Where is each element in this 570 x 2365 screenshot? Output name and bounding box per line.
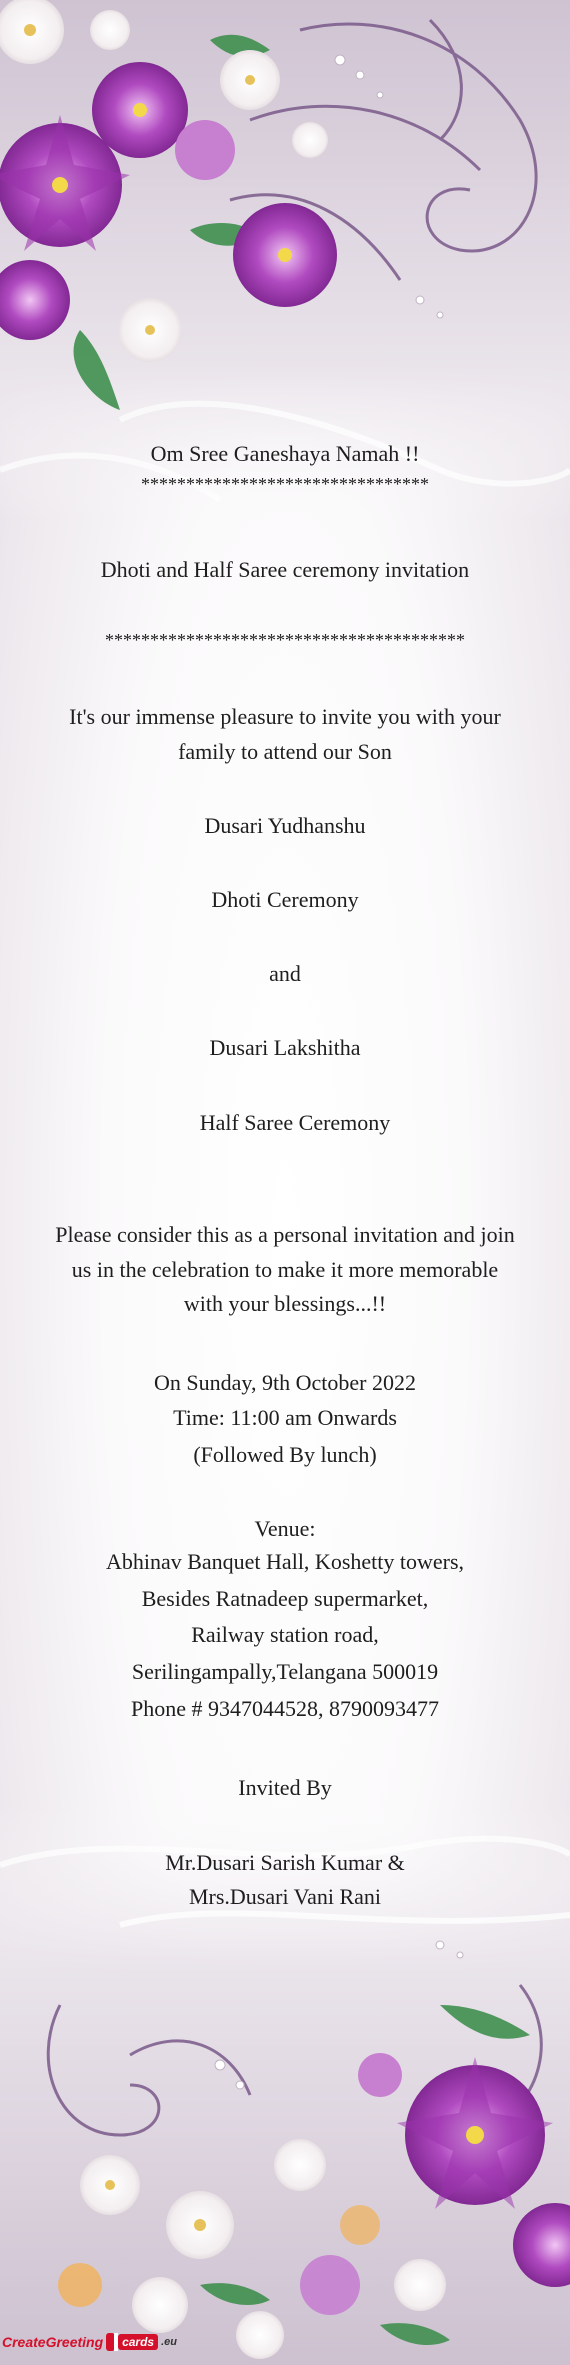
host-name: Mr.Dusari Sarish Kumar & [165, 1850, 405, 1875]
pleasure-line: family to attend our Son [178, 739, 392, 764]
star-divider: **************************************** [105, 630, 465, 650]
event-date: On Sunday, 9th October 2022 [154, 1370, 416, 1395]
phone-number: Phone # 9347044528, 8790093477 [131, 1696, 439, 1721]
host-name: Mrs.Dusari Vani Rani [188, 1884, 382, 1909]
watermark-tld: .eu [161, 2336, 177, 2348]
daughter-ceremony: Half Saree Ceremony [199, 1110, 391, 1135]
son-name: Dusari Yudhanshu [204, 813, 366, 838]
venue-line: Besides Ratnadeep supermarket, [141, 1586, 429, 1611]
star-divider: ******************************** [141, 474, 429, 494]
pleasure-line: It's our immense pleasure to invite you with your [69, 704, 501, 729]
venue-line: Abhinav Banquet Hall, Koshetty towers, [105, 1549, 465, 1574]
blessing: Om Sree Ganeshaya Namah !! [150, 441, 420, 466]
son-ceremony: Dhoti Ceremony [211, 887, 359, 912]
venue-line: Railway station road, [191, 1622, 379, 1647]
gift-icon [106, 2333, 115, 2351]
watermark-cards: cards [118, 2334, 158, 2350]
venue-label: Venue: [254, 1516, 316, 1541]
invitation-title: Dhoti and Half Saree ceremony invitation [100, 557, 470, 582]
site-watermark[interactable] [0, 2319, 177, 2365]
consider-line: with your blessings...!! [183, 1291, 387, 1316]
and-text: and [269, 961, 301, 986]
consider-line: Please consider this as a personal invitation and join [55, 1222, 515, 1247]
lunch-note: (Followed By lunch) [193, 1442, 377, 1467]
venue-line: Serilingampally,Telangana 500019 [131, 1659, 439, 1684]
invited-by-label: Invited By [238, 1775, 332, 1800]
daughter-name: Dusari Lakshitha [209, 1035, 361, 1060]
watermark-brand: CreateGreeting [2, 2334, 104, 2350]
consider-line: us in the celebration to make it more memorable [71, 1257, 499, 1282]
event-time: Time: 11:00 am Onwards [173, 1405, 397, 1430]
